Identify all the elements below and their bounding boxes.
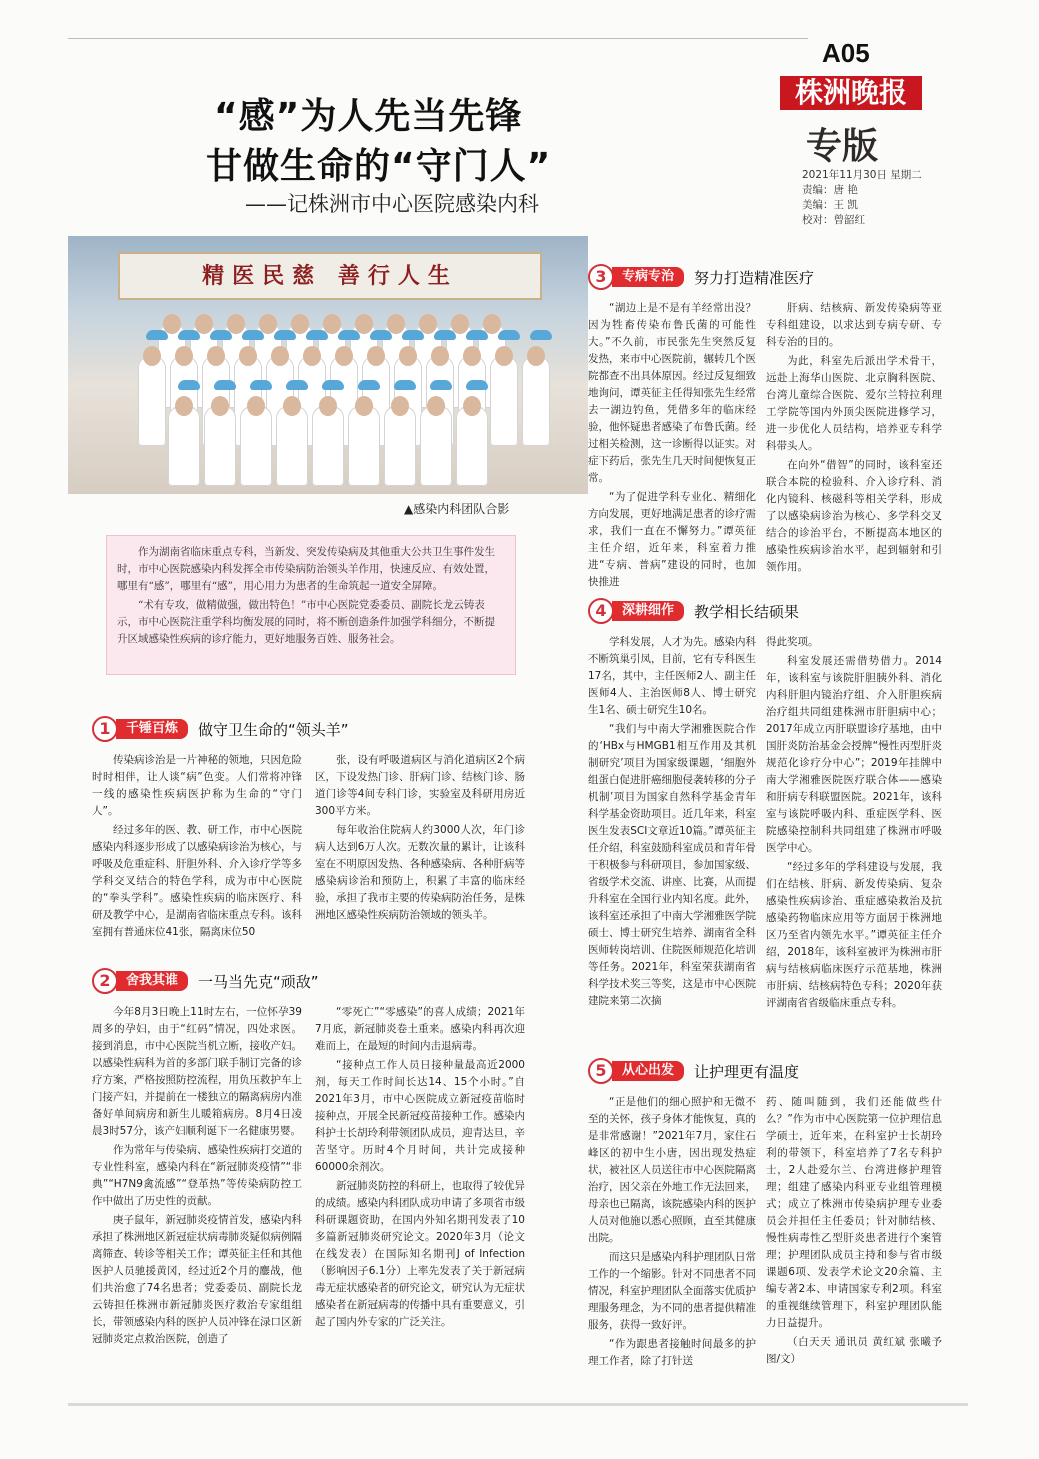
edition-meta xyxy=(802,168,922,228)
section-1-col-1 xyxy=(92,752,302,941)
designer-credit: 美编：王 凯 xyxy=(802,199,858,211)
section-tag: 千锤百炼 xyxy=(116,719,188,739)
paragraph: 肝病、结核病、新发传染病等亚专科组建设，以求达到专病专研、专科专治的目的。 xyxy=(766,302,942,348)
paragraph: 作为常年与传染病、感染性疾病打交道的专业性科室，感染内科在“新冠肺炎疫情”“非典”“H7N9禽流感”“登革热”等传染病防控工作中做出了历史性的贡献。 xyxy=(92,1144,302,1207)
paragraph: 张，设有呼吸道病区与消化道病区2个病区，下设发热门诊、肝病门诊、结核门诊、肠道门诊等4间专科门诊，实验室及科研用房近300平方米。 xyxy=(315,754,525,817)
section-3-header xyxy=(588,266,814,288)
paragraph: “作为跟患者接触时间最多的护理工作者，除了打针送 xyxy=(588,1338,756,1367)
paragraph: 经过多年的医、教、研工作，市中心医院感染内科逐步形成了以感染病诊治为核心，与呼吸及危重症科、肝胆外科、介入诊疗学等多学科交叉结合的特色学科，成为市中心医院的“拳头学科”。感染性疾病的临床医疗、科研及教学中心，是湖南省临床重点专科。该科室拥有普通床位41张，隔离床位50 xyxy=(92,824,302,938)
paragraph: “我们与中南大学湘雅医院合作的‘HBx与HMGB1相互作用及其机制研究’项目为国家级课题，‘细胞外组蛋白促进肝癌细胞侵袭转移的分子机制’项目为国家自然科学基金青年科学基金资助项目。近几年来，科室医生发表SCI文章近10篇。”谭英征主任介绍，科室鼓励科室成员和青年骨干积极参与科研项目，参加国家级、省级学术交流、讲座、比赛，从而提升科室在全国行业内知名度。此外，该科室还承担了中南大学湘雅医学院硕士、博士研究生培养、湖南省全科医师转岗培训、住院医师规范化培训等任务。2021年，科室荣获湖南省科学技术奖三等奖，这是市中心医院建院来第二次摘 xyxy=(588,723,756,1007)
paragraph: 庚子鼠年，新冠肺炎疫情首发，感染内科承担了株洲地区新冠症状病毒肺炎疑似病例隔离筛查、转诊等相关工作；谭英征主任和其他医护人员驰援黄冈，经过近2个月的鏖战，他们共治愈了74名患者；党委委员、副院长龙云铸担任株洲市新冠肺炎医疗救治专家组组长，带领感染内科的医护人员冲锋在渌口区新冠肺炎定点救治医院，创造了 xyxy=(92,1214,302,1345)
paragraph: 传染病诊治是一片神秘的领地，只因危险时时相伴，让人谈“病”色变。人们常将冲锋一线的感染性疾病医护称为生命的“守门人”。 xyxy=(92,754,302,817)
paragraph: 科室发展还需借势借力。2014年，该科室与该院肝胆胰外科、消化内科肝胆内镜治疗组、介入肝胆疾病治疗组共同组建株洲市肝胆病中心；2017年成立丙肝联盟诊疗基地，由中国肝炎防治基金会授牌“慢性丙型肝炎规范化诊疗分中心”；2019年挂牌中南大学湘雅医院医疗联合体——感染和肝病专科联盟医院。2021年，该科室与该院呼吸内科、重症医学科、医院感染控制科共同组建了株洲市呼吸医学中心。 xyxy=(766,655,942,854)
top-rule xyxy=(68,38,808,39)
byline: （白天天 通讯员 黄红斌 张曦予 图/文） xyxy=(766,1336,942,1365)
bottom-rule xyxy=(68,1403,968,1406)
paragraph: 得此奖项。 xyxy=(766,636,819,648)
paragraph: “接种点工作人员日接种量最高近2000剂，每天工作时间长达14、15个小时。”自2021年3月，市中心医院成立新冠疫苗临时接种点，开展全民新冠疫苗接种工作。感染内科护士长胡玲利带领团队成员，迎青达旦，辛苦坚守。历时4个月时间，共计完成接种60000余剂次。 xyxy=(315,1059,525,1173)
intro-box xyxy=(106,535,516,675)
paragraph: 今年8月3日晚上11时左右，一位怀孕39周多的孕妇，由于“红码”情况，四处求医。接到消息，市中心医院当机立断，接收产妇。以感染性病科为首的多部门联手制订完备的诊疗方案，严格按照防控流程，用负压救护车上门接产妇，并提前在一楼独立的隔离病房内准备好单间病房和新生儿暖箱病房。8月4日凌晨3时57分，该产妇顺利诞下一名健康男婴。 xyxy=(92,1006,302,1137)
photo-banner: 精医民慈 善行人生 xyxy=(118,252,542,300)
paragraph: 而这只是感染内科护理团队日常工作的一个缩影。针对不同患者不同情况，科室护理团队全面落实优质护理服务理念，为不同的患者提供精准服务，获得一致好评。 xyxy=(588,1251,756,1331)
photo-caption: ▲感染内科团队合影 xyxy=(404,502,510,516)
section-5-header xyxy=(588,1060,799,1082)
paragraph: “湖边上是不是有羊经常出没？因为牲畜传染布鲁氏菌的可能性大。”不久前，市民张先生突然反复发热，来市中心医院前，辗转几个医院都查不出具体原因。经过反复细致地询问，谭英征主任得知张先生经常去一湖边钓鱼，凭借多年的临床经验，他怀疑患者感染了布鲁氏菌。经过相关检测，这一诊断得以证实。对症下药后，张先生几天时间便恢复正常。 xyxy=(588,302,756,484)
section-label: 专版 xyxy=(806,125,879,167)
section-title: 做守卫生命的“领头羊” xyxy=(198,720,349,739)
masthead-logo: 株洲晚报 xyxy=(780,76,922,110)
paragraph: 每年收治住院病人约3000人次，年门诊病人达到6万人次。无数次量的累计，让该科室在不明原因发热、各种感染病、各种肝病等感染病诊治和预防上，积累了丰富的临床经验，承担了我市主要的传染病防治任务，是株洲地区感染性疾病防治领域的领头羊。 xyxy=(315,824,525,921)
paragraph: “为了促进学科专业化、精细化方向发展，更好地满足患者的诊疗需求，我们一直在不懈努力。”谭英征主任介绍，近年来，科室着力推进“专病、普病”建设的同时，也加快推进 xyxy=(588,491,756,588)
section-5-col-1 xyxy=(588,1094,756,1370)
paragraph: 新冠肺炎防控的科研上，也取得了较优异的成绩。感染内科团队成功申请了多项省市级科研课题资助，在国内外知名期刊发表了10多篇新冠肺炎研究论文。2020年3月（论文在线发表）在国际知名期刊J of Infection（影响因子6.1分）上率先发表了关于新冠病毒无症状感染者的研究论文，研究认为无症状感染者在新冠病毒的传播中具有重要意义，引起了国内外专家的广泛关注。 xyxy=(315,1180,525,1328)
section-tag: 舍我其谁 xyxy=(116,971,188,991)
headline-line-1: “感”为人先当先锋 xyxy=(214,96,523,137)
section-2-header xyxy=(92,970,319,992)
section-1-header xyxy=(92,718,349,740)
intro-paragraph-2: “术有专攻，做精做强，做出特色！”市中心医院党委委员、副院长龙云铸表示，市中心医院注重学科均衡发展的同时，将不断创造条件加强学科细分，不断提升区域感染性疾病的诊疗能力，更好地服务百姓、服务社会。 xyxy=(117,599,495,645)
section-number: 4 xyxy=(588,598,614,624)
section-4-col-1 xyxy=(588,634,756,1010)
subtitle: ——记株洲市中心医院感染内科 xyxy=(245,192,539,216)
section-number: 5 xyxy=(588,1058,614,1084)
section-title: 一马当先克“顽敌” xyxy=(198,972,319,991)
paragraph: “正是他们的细心照护和无微不至的关怀，孩子身体才能恢复，真的是非常感谢！”2021年7月，家住石峰区的初中生小唐，因出现发热症状，被社区人员送往市中心医院隔离治疗，因父亲在外地工作无法回来，母亲也已隔离，该院感染内科的医护人员对他施以悉心照顾，直至其健康出院。 xyxy=(588,1096,756,1244)
section-4-header xyxy=(588,600,799,622)
section-tag: 从心出发 xyxy=(612,1061,684,1081)
section-2-col-2 xyxy=(315,1004,525,1331)
paragraph: 药、随叫随到，我们还能做些什么？”作为市中心医院第一位护理信息学硕士，近年来，在科室护士长胡玲利的带领下，科室培养了7名专科护士，2人赴爱尔兰、台湾进修护理管理；组建了感染内科亚专业组管理模式；成立了株洲市传染病护理专业委员会并担任主任委员；针对肺结核、慢性病毒性乙型肝炎患者进行个案管理；护理团队成员主持和参与省市级课题6项、发表学术论文20余篇、主编专著2本、申请国家专利2项。科室的重视继续管理下，科室护理团队能力日益提升。 xyxy=(766,1096,942,1329)
paragraph: “经过多年的学科建设与发展，我们在结核、肝病、新发传染病、复杂感染性疾病诊治、重症感染救治及抗感染药物临床应用等方面居于株洲地区乃至省内领先水平。”谭英征主任介绍，2018年，该科室被评为株洲市肝病与结核病临床医疗示范基地，株洲市肝病、结核病特色专科；2020年获评湖南省省级临床重点专科。 xyxy=(766,861,942,1009)
paragraph: 在向外“借智”的同时，该科室还联合本院的检验科、介入诊疗科、消化内镜科、核磁科等相关学科，形成了以感染病诊治为核心、多学科交叉结合的诊治平台，不断提高本地区的感染性疾病诊治水平，起到辐射和引领作用。 xyxy=(766,459,942,573)
section-2-col-1 xyxy=(92,1004,302,1348)
photo-front-row xyxy=(168,406,488,486)
page-number: A05 xyxy=(822,38,870,68)
section-5-col-2 xyxy=(766,1094,942,1368)
section-4-col-2 xyxy=(766,634,942,1012)
editor-credit: 责编：唐 艳 xyxy=(802,184,858,196)
section-1-col-2 xyxy=(315,752,525,924)
section-tag: 深耕细作 xyxy=(612,601,684,621)
proofreader-credit: 校对：曾韶红 xyxy=(802,214,865,226)
issue-date: 2021年11月30日 星期二 xyxy=(802,169,922,181)
section-title: 努力打造精准医疗 xyxy=(694,268,815,287)
paragraph: 为此，科室先后派出学术骨干，远赴上海华山医院、北京胸科医院、台湾儿童综合医院、爱尔兰特拉利理工学院等国内外顶尖医院进修学习，进一步优化人员结构，培养亚专科学科带头人。 xyxy=(766,355,942,452)
paragraph: 学科发展，人才为先。感染内科不断筑巢引凤，目前，它有专科医生17名，其中，主任医师2人、副主任医师4人、主治医师8人、博士研究生1名、硕士研究生10名。 xyxy=(588,636,756,716)
headline-line-2: 甘做生命的“守门人” xyxy=(206,146,552,187)
section-number: 3 xyxy=(588,264,614,290)
section-number: 1 xyxy=(92,716,118,742)
section-number: 2 xyxy=(92,968,118,994)
section-tag: 专病专治 xyxy=(612,267,684,287)
section-title: 让护理更有温度 xyxy=(694,1062,800,1081)
team-photo xyxy=(68,236,588,494)
intro-paragraph-1: 作为湖南省临床重点专科，当新发、突发传染病及其他重大公共卫生事件发生时，市中心医院感染内科发挥全市传染病防治领头羊作用，快速反应、有效处置，哪里有“感”，哪里有“感”，用心用力为患者的生命筑起一道安全屏障。 xyxy=(117,546,495,592)
section-3-col-2 xyxy=(766,300,942,576)
section-title: 教学相长结硕果 xyxy=(694,602,800,621)
paragraph: “零死亡”“零感染”的喜人成绩；2021年7月底，新冠肺炎卷土重来。感染内科再次迎难而上，在最短的时间内击退病毒。 xyxy=(315,1006,525,1052)
section-3-col-1 xyxy=(588,300,756,591)
